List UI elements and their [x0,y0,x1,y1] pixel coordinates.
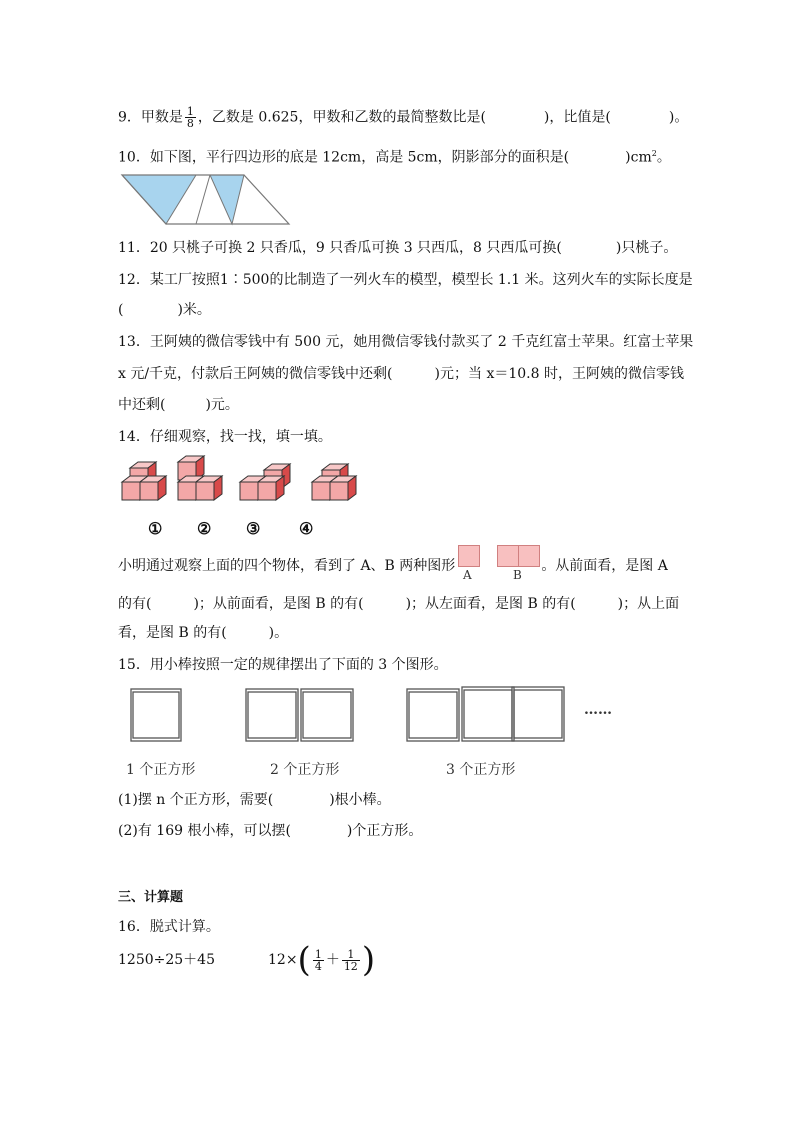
matchstick-square [512,687,564,741]
cube-object-1 [122,462,166,500]
ellipsis: …… [584,702,612,718]
question-15-title: 15．用小棒按照一定的规律摆出了下面的 3 个图形。 [118,657,448,673]
question-11: 11．20 只桃子可换 2 只香瓜，9 只香瓜可换 3 只西瓜，8 只西瓜可换( )只桃子。 [118,240,678,256]
cube-object-2 [178,456,222,500]
caption-3-squares: 3 个正方形 [446,762,516,778]
caption-1-square: 1 个正方形 [126,762,196,778]
object-label-2: ② [197,519,212,538]
matchstick-square [301,689,353,741]
question-12-line2: ( )米。 [118,302,211,318]
question-9: 9．甲数是 $\frac{1}{8}$ ，乙数是 0.625，甲数和乙数的最简整数比是( )，比值是( )。 [118,105,689,130]
object-label-4: ④ [299,519,314,538]
matchstick-square [462,687,514,741]
section-3-title: 三、计算题 [118,890,184,905]
question-15-sub2: (2)有 169 根小棒，可以摆( )个正方形。 [118,823,423,839]
object-label-3: ③ [246,519,261,538]
question-13-line3: 中还剩( )元。 [118,397,239,413]
shaded-triangle [210,175,244,224]
figure-b-label: B [513,568,522,582]
question-16-title: 16．脱式计算。 [118,919,220,935]
fraction-one-eighth: $\frac{1}{8}$ [186,105,194,130]
figure-b-shape-left [497,545,519,567]
question-14-line1: 小明通过观察上面的四个物体，看到了 A、B 两种图形 。从前面看，是图 A [118,558,668,574]
cube-object-3 [240,464,290,500]
matchstick-squares-figure [124,684,624,746]
question-15-sub1: (1)摆 n 个正方形，需要( )根小棒。 [118,792,391,808]
expression-1: 1250÷25＋45 [118,952,215,968]
question-14-title: 14．仔细观察，找一找，填一填。 [118,429,332,445]
question-14-line3: 看，是图 B 的有( )。 [118,625,289,641]
object-label-1: ① [148,519,163,538]
matchstick-square [407,689,459,741]
question-10: 10．如下图，平行四边形的底是 12cm，高是 5cm，阴影部分的面积是( )$cm^2$。 [118,149,671,166]
matchstick-square [246,689,298,741]
caption-2-squares: 2 个正方形 [270,762,340,778]
question-14-line2: 的有( )；从前面看，是图 B 的有( )；从左面看，是图 B 的有( )；从上面 [118,596,680,612]
figure-b-shape-right [518,545,540,567]
figure-a-label: A [463,568,472,582]
cube-object-4 [312,464,356,500]
question-13-line1: 13．王阿姨的微信零钱中有 500 元，她用微信零钱付款买了 2 千克红富士苹果。红富士苹果 [118,334,694,350]
cube-objects-figure [118,454,368,508]
parallelogram-figure [118,172,293,228]
expression-2: 12×( $\frac{1}{4}$ ＋ $\frac{1}{12}$ ) [268,940,376,980]
matchstick-square [131,689,181,741]
figure-a-shape [458,545,480,567]
question-12-line1: 12．某工厂按照1∶500的比制造了一列火车的模型，模型长 1.1 米。这列火车的实际长度是 [118,272,693,288]
question-13-line2: x 元/千克，付款后王阿姨的微信零钱中还剩( )元；当 x＝10.8 时，王阿姨的微信零钱 [118,366,684,382]
